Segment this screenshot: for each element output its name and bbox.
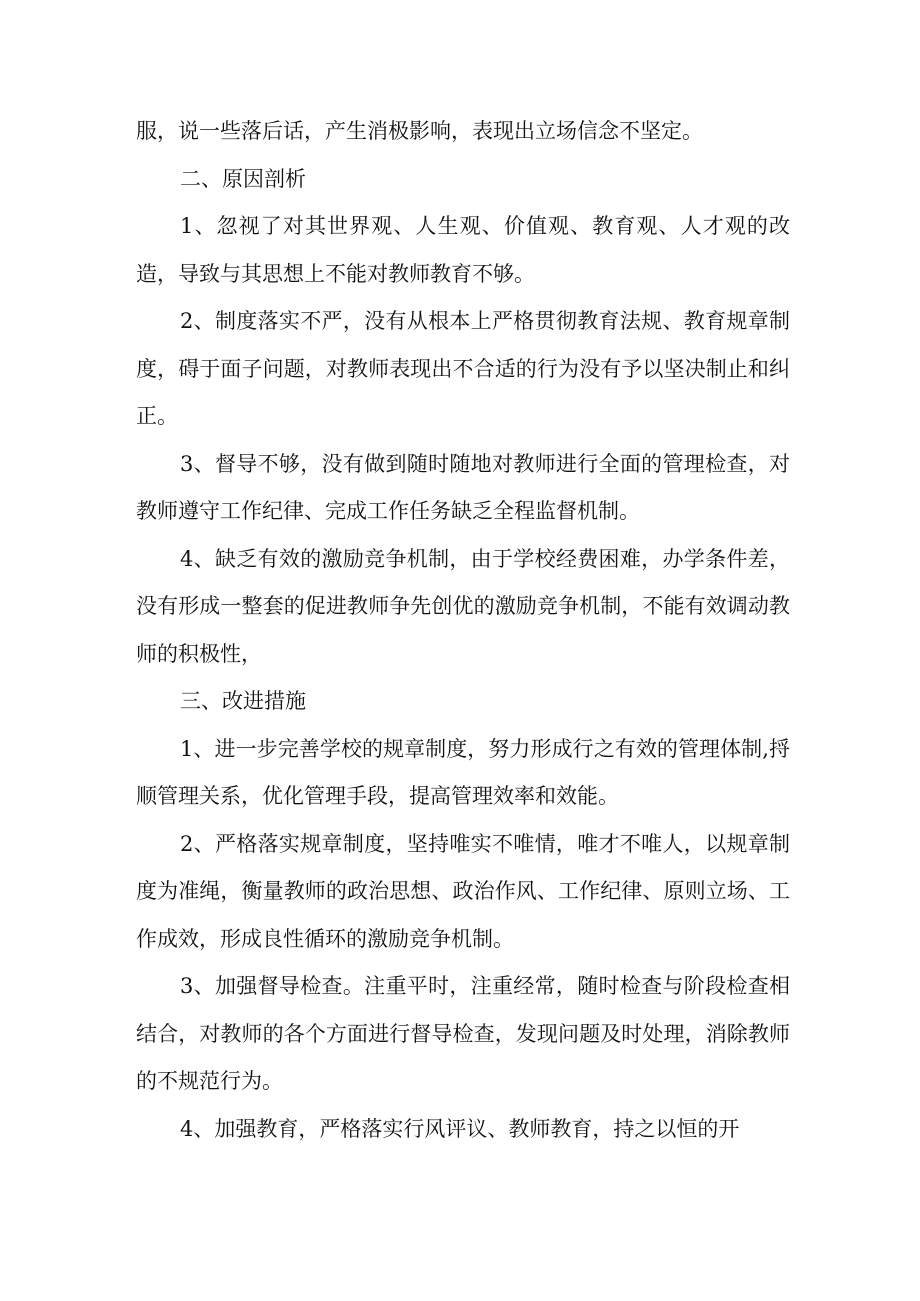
measure-item-1: 1、进一步完善学校的规章制度，努力形成行之有效的管理体制,捋顺管理关系，优化管理手段，提高管理效率和效能。 <box>136 736 790 808</box>
measure-item-2: 2、严格落实规章制度，坚持唯实不唯情，唯才不唯人，以规章制度为准绳，衡量教师的政治思想、政治作风、工作纪律、原则立场、工作成效，形成良性循环的激励竞争机制。 <box>136 831 790 951</box>
section-heading-cause-analysis: 二、原因剖析 <box>180 166 306 191</box>
cause-item-1: 1、忽视了对其世界观、人生观、价值观、教育观、人才观的改造，导致与其思想上不能对教师教育不够。 <box>136 214 790 286</box>
cause-item-4: 4、缺乏有效的激励竞争机制，由于学校经费困难，办学条件差，没有形成一整套的促进教师争先创优的激励竞争机制，不能有效调动教师的积极性， <box>136 546 790 666</box>
cause-item-3: 3、督导不够，没有做到随时随地对教师进行全面的管理检查，对教师遵守工作纪律、完成工作任务缺乏全程监督机制。 <box>136 451 790 523</box>
document-body <box>136 108 790 1153</box>
section-heading-improvement-measures: 三、改进措施 <box>180 689 306 713</box>
cause-item-2: 2、制度落实不严，没有从根本上严格贯彻教育法规、教育规章制度，碍于面子问题，对教师表现出不合适的行为没有予以坚决制止和纠正。 <box>136 309 790 428</box>
measure-item-4: 4、加强教育，严格落实行风评议、教师教育，持之以恒的开 <box>180 1116 740 1141</box>
paragraph-continuation: 服，说一些落后话，产生消极影响，表现出立场信念不坚定。 <box>136 119 703 143</box>
measure-item-3: 3、加强督导检查。注重平时，注重经常，随时检查与阶段检查相结合，对教师的各个方面进行督导检查，发现问题及时处理，消除教师的不规范行为。 <box>136 974 790 1093</box>
